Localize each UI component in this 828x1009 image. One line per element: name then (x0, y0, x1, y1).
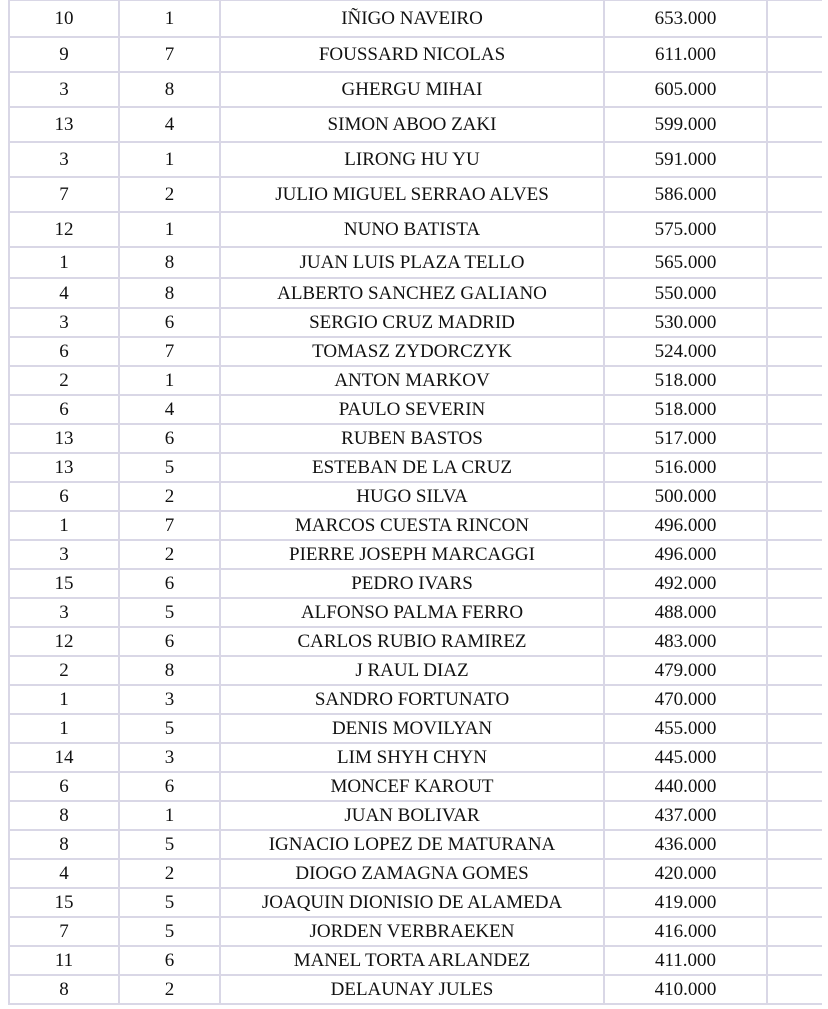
cell-empty[interactable] (767, 337, 823, 366)
cell-name[interactable]: RUBEN BASTOS (220, 424, 604, 453)
cell-col-a[interactable]: 3 (9, 540, 119, 569)
cell-col-b[interactable]: 2 (119, 177, 220, 212)
cell-col-b[interactable]: 5 (119, 714, 220, 743)
table-row (9, 424, 823, 453)
cell-empty[interactable] (767, 598, 823, 627)
cell-col-a[interactable]: 7 (9, 917, 119, 946)
cell-empty[interactable] (767, 656, 823, 685)
cell-col-a[interactable]: 8 (9, 801, 119, 830)
cell-empty[interactable] (767, 830, 823, 859)
cell-col-a[interactable]: 14 (9, 743, 119, 772)
cell-col-b[interactable]: 6 (119, 424, 220, 453)
table-row (9, 743, 823, 772)
cell-empty[interactable] (767, 482, 823, 511)
cell-col-a[interactable]: 12 (9, 212, 119, 247)
cell-empty[interactable] (767, 212, 823, 247)
table-row (9, 569, 823, 598)
cell-score[interactable]: 605.000 (604, 72, 767, 107)
cell-col-b[interactable]: 5 (119, 598, 220, 627)
cell-col-b[interactable]: 2 (119, 975, 220, 1004)
cell-name[interactable]: TOMASZ ZYDORCZYK (220, 337, 604, 366)
cell-empty[interactable] (767, 714, 823, 743)
table-row (9, 482, 823, 511)
cell-col-a[interactable]: 6 (9, 337, 119, 366)
cell-col-b[interactable]: 8 (119, 247, 220, 278)
cell-col-a[interactable]: 2 (9, 366, 119, 395)
cell-col-b[interactable]: 1 (119, 801, 220, 830)
cell-empty[interactable] (767, 772, 823, 801)
cell-col-b[interactable]: 1 (119, 142, 220, 177)
table-row (9, 453, 823, 482)
cell-name[interactable]: FOUSSARD NICOLAS (220, 37, 604, 72)
cell-col-b[interactable]: 6 (119, 308, 220, 337)
table-row (9, 946, 823, 975)
table-row (9, 772, 823, 801)
cell-name[interactable]: LIRONG HU YU (220, 142, 604, 177)
cell-name[interactable]: GHERGU MIHAI (220, 72, 604, 107)
cell-score[interactable]: 419.000 (604, 888, 767, 917)
cell-score[interactable]: 455.000 (604, 714, 767, 743)
cell-score[interactable]: 445.000 (604, 743, 767, 772)
cell-col-b[interactable]: 5 (119, 888, 220, 917)
cell-name[interactable]: ANTON MARKOV (220, 366, 604, 395)
cell-col-a[interactable]: 6 (9, 395, 119, 424)
cell-col-b[interactable]: 7 (119, 511, 220, 540)
results-table (8, 0, 824, 1005)
cell-col-b[interactable]: 6 (119, 569, 220, 598)
cell-score[interactable]: 500.000 (604, 482, 767, 511)
cell-col-a[interactable]: 3 (9, 308, 119, 337)
cell-name[interactable]: PAULO SEVERIN (220, 395, 604, 424)
cell-col-a[interactable]: 4 (9, 278, 119, 308)
cell-col-b[interactable]: 7 (119, 337, 220, 366)
cell-name[interactable]: ALBERTO SANCHEZ GALIANO (220, 278, 604, 308)
cell-empty[interactable] (767, 801, 823, 830)
cell-col-a[interactable]: 13 (9, 453, 119, 482)
cell-empty[interactable] (767, 247, 823, 278)
cell-score[interactable]: 524.000 (604, 337, 767, 366)
cell-score[interactable]: 599.000 (604, 107, 767, 142)
table-row (9, 888, 823, 917)
cell-name[interactable]: IÑIGO NAVEIRO (220, 0, 604, 37)
cell-empty[interactable] (767, 107, 823, 142)
cell-col-a[interactable]: 2 (9, 656, 119, 685)
cell-name[interactable]: HUGO SILVA (220, 482, 604, 511)
cell-empty[interactable] (767, 366, 823, 395)
cell-score[interactable]: 517.000 (604, 424, 767, 453)
cell-score[interactable]: 488.000 (604, 598, 767, 627)
cell-name[interactable]: MANEL TORTA ARLANDEZ (220, 946, 604, 975)
cell-col-b[interactable]: 5 (119, 453, 220, 482)
table-row (9, 598, 823, 627)
cell-empty[interactable] (767, 395, 823, 424)
cell-name[interactable]: SIMON ABOO ZAKI (220, 107, 604, 142)
table-row (9, 859, 823, 888)
cell-name[interactable]: DIOGO ZAMAGNA GOMES (220, 859, 604, 888)
cell-col-b[interactable]: 8 (119, 278, 220, 308)
cell-score[interactable]: 550.000 (604, 278, 767, 308)
cell-col-b[interactable]: 1 (119, 212, 220, 247)
cell-col-a[interactable]: 8 (9, 830, 119, 859)
cell-col-a[interactable]: 6 (9, 482, 119, 511)
cell-name[interactable]: CARLOS RUBIO RAMIREZ (220, 627, 604, 656)
cell-col-b[interactable]: 4 (119, 107, 220, 142)
cell-score[interactable]: 653.000 (604, 0, 767, 37)
cell-score[interactable]: 518.000 (604, 366, 767, 395)
cell-score[interactable]: 440.000 (604, 772, 767, 801)
cell-col-b[interactable]: 4 (119, 395, 220, 424)
cell-score[interactable]: 483.000 (604, 627, 767, 656)
cell-col-b[interactable]: 3 (119, 685, 220, 714)
cell-empty[interactable] (767, 540, 823, 569)
cell-col-b[interactable]: 1 (119, 366, 220, 395)
cell-col-a[interactable]: 9 (9, 37, 119, 72)
cell-col-b[interactable]: 6 (119, 627, 220, 656)
table-row (9, 308, 823, 337)
cell-col-a[interactable]: 13 (9, 107, 119, 142)
cell-name[interactable]: MARCOS CUESTA RINCON (220, 511, 604, 540)
cell-col-b[interactable]: 8 (119, 72, 220, 107)
cell-col-a[interactable]: 7 (9, 177, 119, 212)
cell-col-a[interactable]: 1 (9, 247, 119, 278)
cell-col-b[interactable]: 6 (119, 946, 220, 975)
cell-score[interactable]: 565.000 (604, 247, 767, 278)
cell-col-b[interactable]: 1 (119, 0, 220, 37)
table-row (9, 0, 823, 37)
cell-score[interactable]: 437.000 (604, 801, 767, 830)
cell-score[interactable]: 530.000 (604, 308, 767, 337)
table-row (9, 107, 823, 142)
cell-col-a[interactable]: 4 (9, 859, 119, 888)
cell-empty[interactable] (767, 0, 823, 37)
cell-score[interactable]: 518.000 (604, 395, 767, 424)
cell-name[interactable]: PEDRO IVARS (220, 569, 604, 598)
cell-name[interactable]: NUNO BATISTA (220, 212, 604, 247)
cell-col-b[interactable]: 8 (119, 656, 220, 685)
cell-col-a[interactable]: 10 (9, 0, 119, 37)
cell-col-a[interactable]: 12 (9, 627, 119, 656)
table-row (9, 142, 823, 177)
cell-name[interactable]: ESTEBAN DE LA CRUZ (220, 453, 604, 482)
cell-name[interactable]: JORDEN VERBRAEKEN (220, 917, 604, 946)
table-row (9, 177, 823, 212)
cell-score[interactable]: 420.000 (604, 859, 767, 888)
cell-empty[interactable] (767, 308, 823, 337)
cell-name[interactable]: LIM SHYH CHYN (220, 743, 604, 772)
cell-empty[interactable] (767, 743, 823, 772)
cell-col-a[interactable]: 6 (9, 772, 119, 801)
cell-empty[interactable] (767, 917, 823, 946)
cell-empty[interactable] (767, 424, 823, 453)
cell-score[interactable]: 496.000 (604, 540, 767, 569)
table-body (9, 0, 823, 1004)
table-row (9, 247, 823, 278)
cell-empty[interactable] (767, 569, 823, 598)
cell-col-a[interactable]: 1 (9, 511, 119, 540)
cell-empty[interactable] (767, 453, 823, 482)
cell-score[interactable]: 496.000 (604, 511, 767, 540)
cell-col-a[interactable]: 3 (9, 598, 119, 627)
cell-col-a[interactable]: 8 (9, 975, 119, 1004)
cell-name[interactable]: JOAQUIN DIONISIO DE ALAMEDA (220, 888, 604, 917)
table-row (9, 511, 823, 540)
cell-name[interactable]: DENIS MOVILYAN (220, 714, 604, 743)
cell-score[interactable]: 492.000 (604, 569, 767, 598)
cell-score[interactable]: 575.000 (604, 212, 767, 247)
cell-empty[interactable] (767, 72, 823, 107)
cell-col-b[interactable]: 2 (119, 540, 220, 569)
table-row (9, 37, 823, 72)
cell-score[interactable]: 410.000 (604, 975, 767, 1004)
cell-col-b[interactable]: 5 (119, 830, 220, 859)
cell-col-a[interactable]: 13 (9, 424, 119, 453)
cell-col-b[interactable]: 5 (119, 917, 220, 946)
table-row (9, 656, 823, 685)
cell-name[interactable]: IGNACIO LOPEZ DE MATURANA (220, 830, 604, 859)
cell-name[interactable]: JUAN BOLIVAR (220, 801, 604, 830)
table-row (9, 714, 823, 743)
cell-name[interactable]: DELAUNAY JULES (220, 975, 604, 1004)
cell-col-b[interactable]: 3 (119, 743, 220, 772)
table-row (9, 337, 823, 366)
cell-empty[interactable] (767, 859, 823, 888)
table-row (9, 366, 823, 395)
table-row (9, 72, 823, 107)
cell-score[interactable]: 479.000 (604, 656, 767, 685)
cell-col-a[interactable]: 1 (9, 685, 119, 714)
cell-col-b[interactable]: 2 (119, 482, 220, 511)
cell-col-a[interactable]: 3 (9, 142, 119, 177)
cell-score[interactable]: 611.000 (604, 37, 767, 72)
cell-name[interactable]: SANDRO FORTUNATO (220, 685, 604, 714)
table-row (9, 975, 823, 1004)
cell-col-b[interactable]: 6 (119, 772, 220, 801)
cell-empty[interactable] (767, 888, 823, 917)
cell-score[interactable]: 436.000 (604, 830, 767, 859)
cell-col-a[interactable]: 11 (9, 946, 119, 975)
sheet-edge (822, 0, 828, 1009)
cell-score[interactable]: 586.000 (604, 177, 767, 212)
cell-empty[interactable] (767, 975, 823, 1004)
table-row (9, 801, 823, 830)
cell-score[interactable]: 416.000 (604, 917, 767, 946)
cell-empty[interactable] (767, 511, 823, 540)
cell-empty[interactable] (767, 685, 823, 714)
table-row (9, 830, 823, 859)
cell-score[interactable]: 591.000 (604, 142, 767, 177)
cell-empty[interactable] (767, 627, 823, 656)
cell-name[interactable]: SERGIO CRUZ MADRID (220, 308, 604, 337)
cell-empty[interactable] (767, 37, 823, 72)
cell-empty[interactable] (767, 278, 823, 308)
cell-col-a[interactable]: 15 (9, 888, 119, 917)
cell-col-a[interactable]: 3 (9, 72, 119, 107)
table-row (9, 627, 823, 656)
cell-score[interactable]: 411.000 (604, 946, 767, 975)
cell-score[interactable]: 516.000 (604, 453, 767, 482)
cell-name[interactable]: ALFONSO PALMA FERRO (220, 598, 604, 627)
cell-empty[interactable] (767, 946, 823, 975)
cell-name[interactable]: J RAUL DIAZ (220, 656, 604, 685)
cell-empty[interactable] (767, 142, 823, 177)
cell-name[interactable]: PIERRE JOSEPH MARCAGGI (220, 540, 604, 569)
table-row (9, 395, 823, 424)
table-row (9, 540, 823, 569)
cell-score[interactable]: 470.000 (604, 685, 767, 714)
cell-col-b[interactable]: 7 (119, 37, 220, 72)
cell-name[interactable]: MONCEF KAROUT (220, 772, 604, 801)
cell-name[interactable]: JULIO MIGUEL SERRAO ALVES (220, 177, 604, 212)
cell-col-a[interactable]: 1 (9, 714, 119, 743)
cell-col-a[interactable]: 15 (9, 569, 119, 598)
cell-empty[interactable] (767, 177, 823, 212)
cell-col-b[interactable]: 2 (119, 859, 220, 888)
table-row (9, 212, 823, 247)
table-row (9, 278, 823, 308)
cell-name[interactable]: JUAN LUIS PLAZA TELLO (220, 247, 604, 278)
table-row (9, 685, 823, 714)
table-row (9, 917, 823, 946)
